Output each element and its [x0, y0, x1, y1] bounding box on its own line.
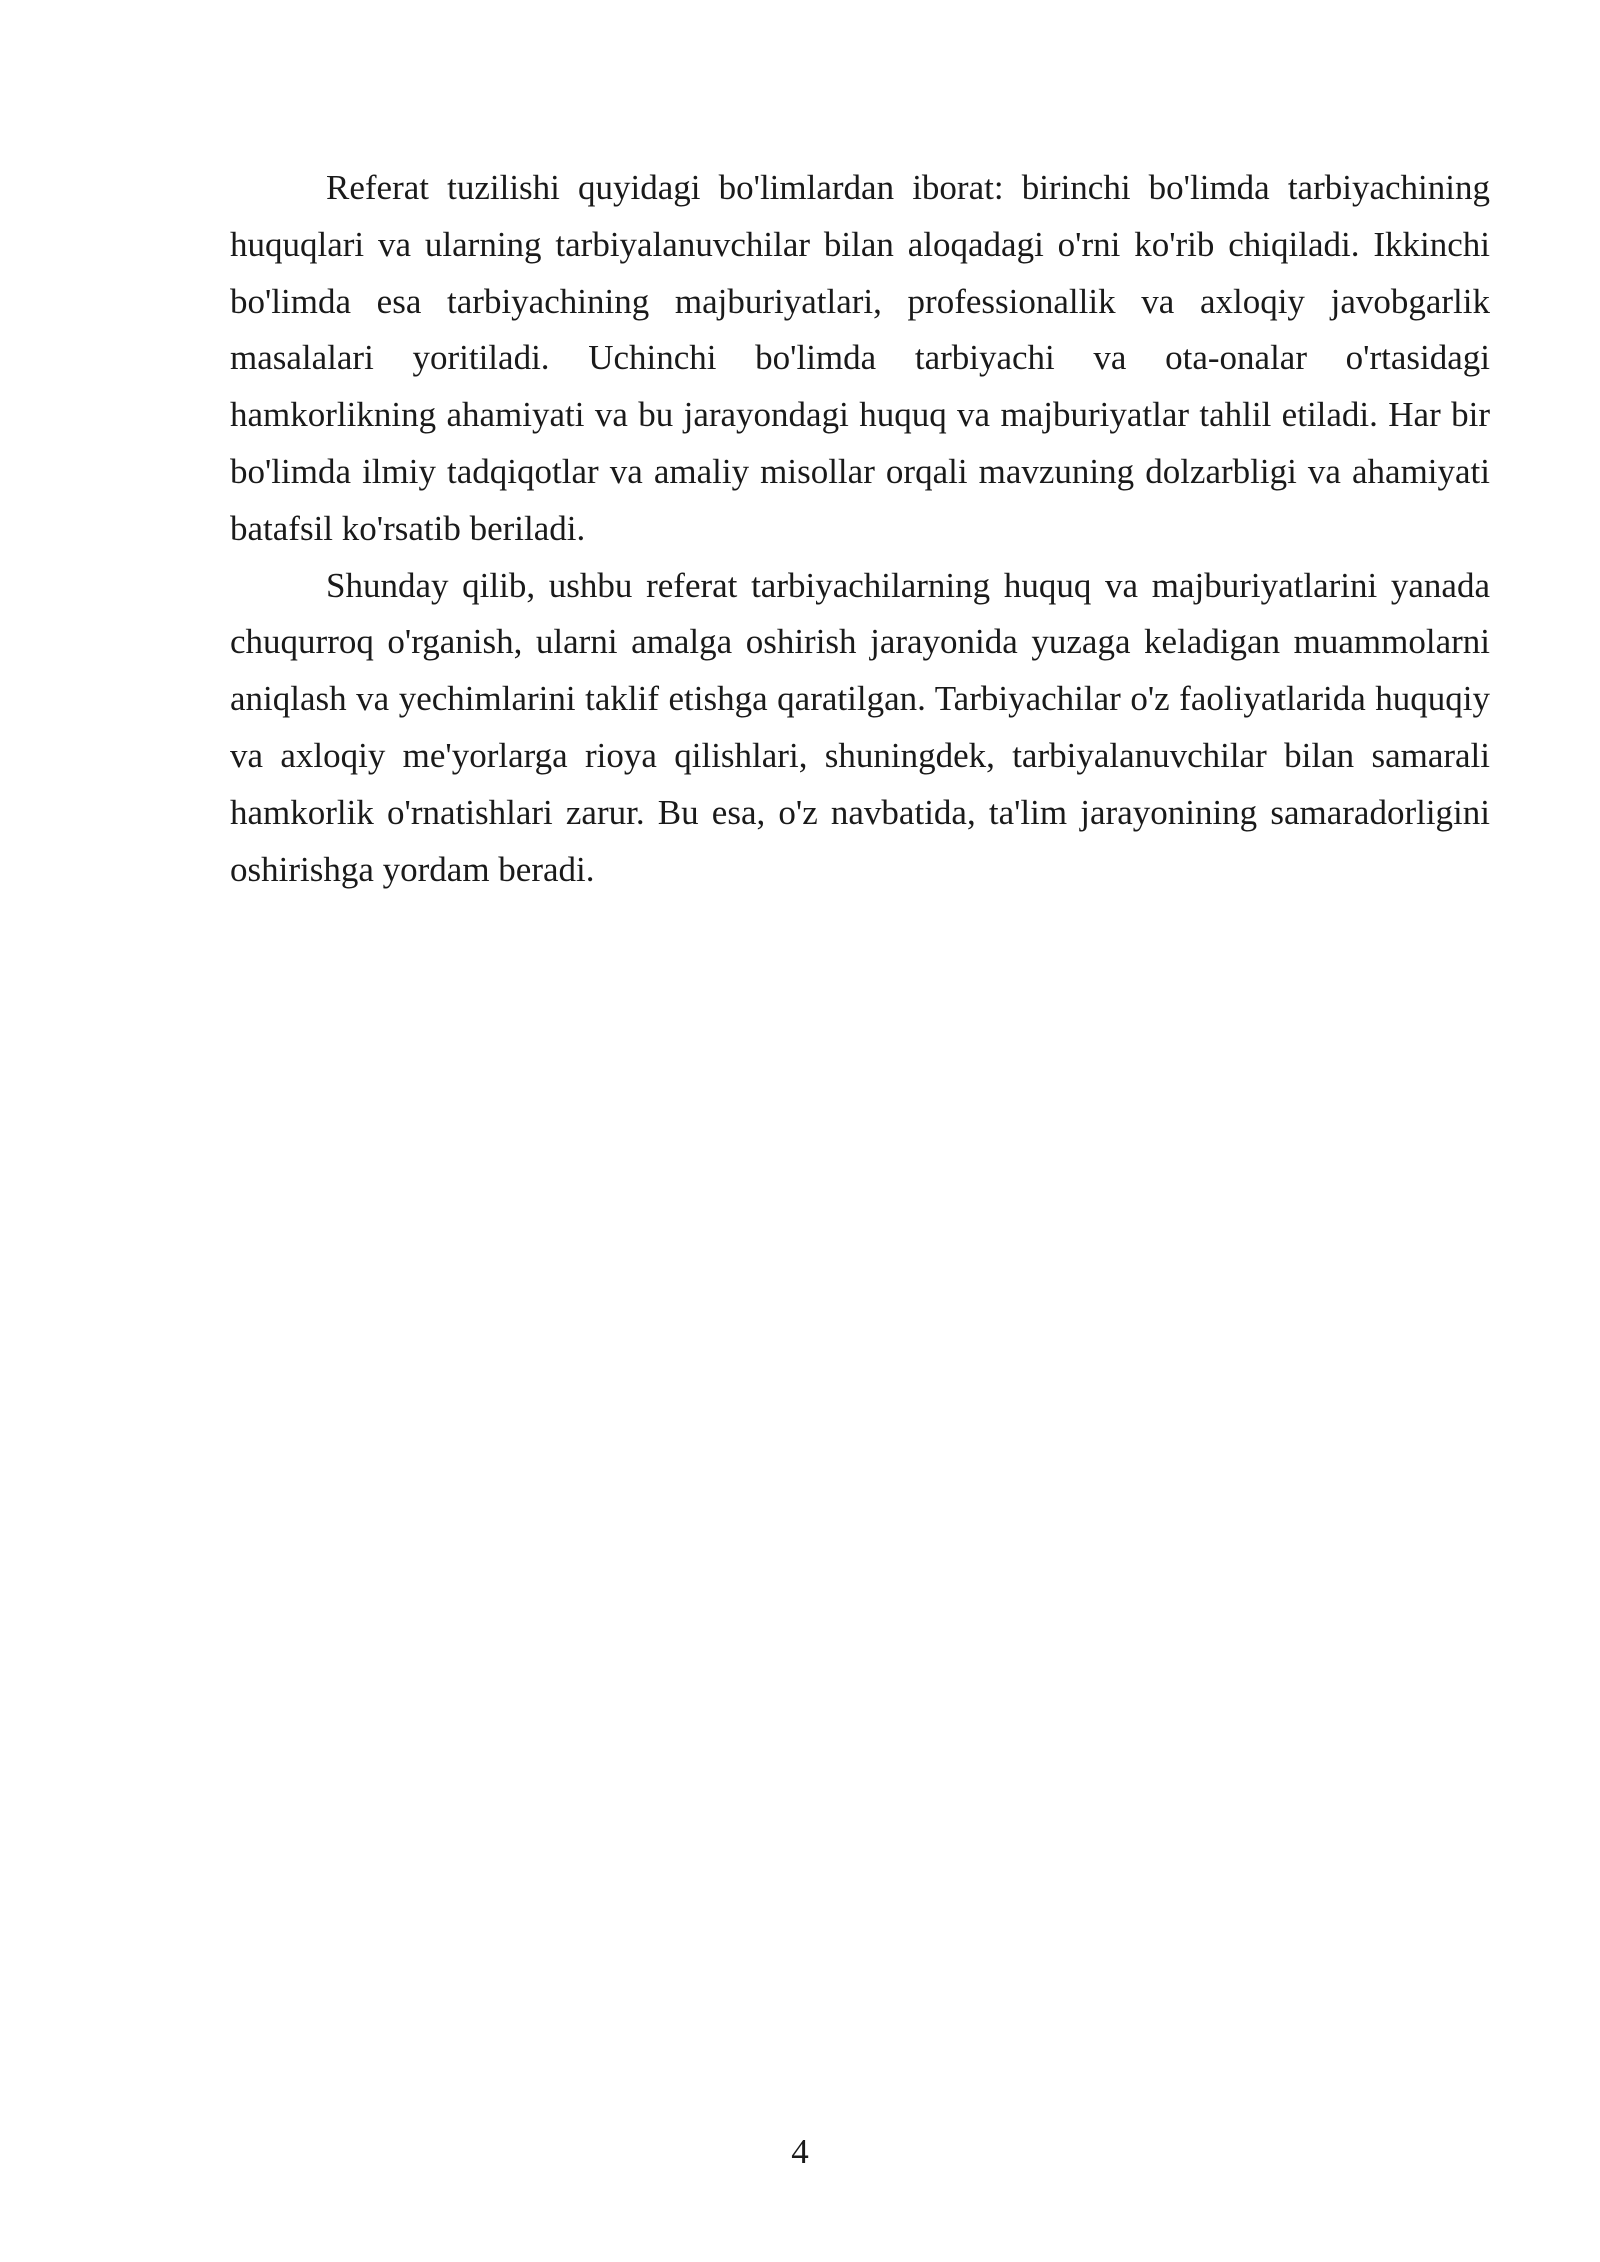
- body-text: [230, 160, 1490, 898]
- page-number: 4: [791, 2132, 809, 2171]
- paragraph-conclusion: Shunday qilib, ushbu referat tarbiyachilarning huquq va majburiyatlarini yanada chuqurroq o'rganish, ularni amalga oshirish jarayonida yuzaga keladigan muammolarni aniqlash va yechimlarini taklif etishga qaratilgan. Tarbiyachilar o'z faoliyatlarida huquqiy va axloqiy me'yorlarga rioya qilishlari, shuningdek, tarbiyalanuvchilar bilan samarali hamkorlik o'rnatishlari zarur. Bu esa, o'z navbatida, ta'lim jarayonining samaradorligini oshirishga yordam beradi.: [230, 565, 1490, 889]
- paragraph-structure: Referat tuzilishi quyidagi bo'limlardan iborat: birinchi bo'limda tarbiyachining huquqlari va ularning tarbiyalanuvchilar bilan aloqadagi o'rni ko'rib chiqiladi. Ikkinchi bo'limda esa tarbiyachining majburiyatlari, professionallik va axloqiy javobgarlik masalalari yoritiladi. Uchinchi bo'limda tarbiyachi va ota-onalar o'rtasidagi hamkorlikning ahamiyati va bu jarayondagi huquq va majburiyatlar tahlil etiladi. Har bir bo'limda ilmiy tadqiqotlar va amaliy misollar orqali mavzuning dolzarbligi va ahamiyati batafsil ko'rsatib beriladi.: [230, 168, 1490, 548]
